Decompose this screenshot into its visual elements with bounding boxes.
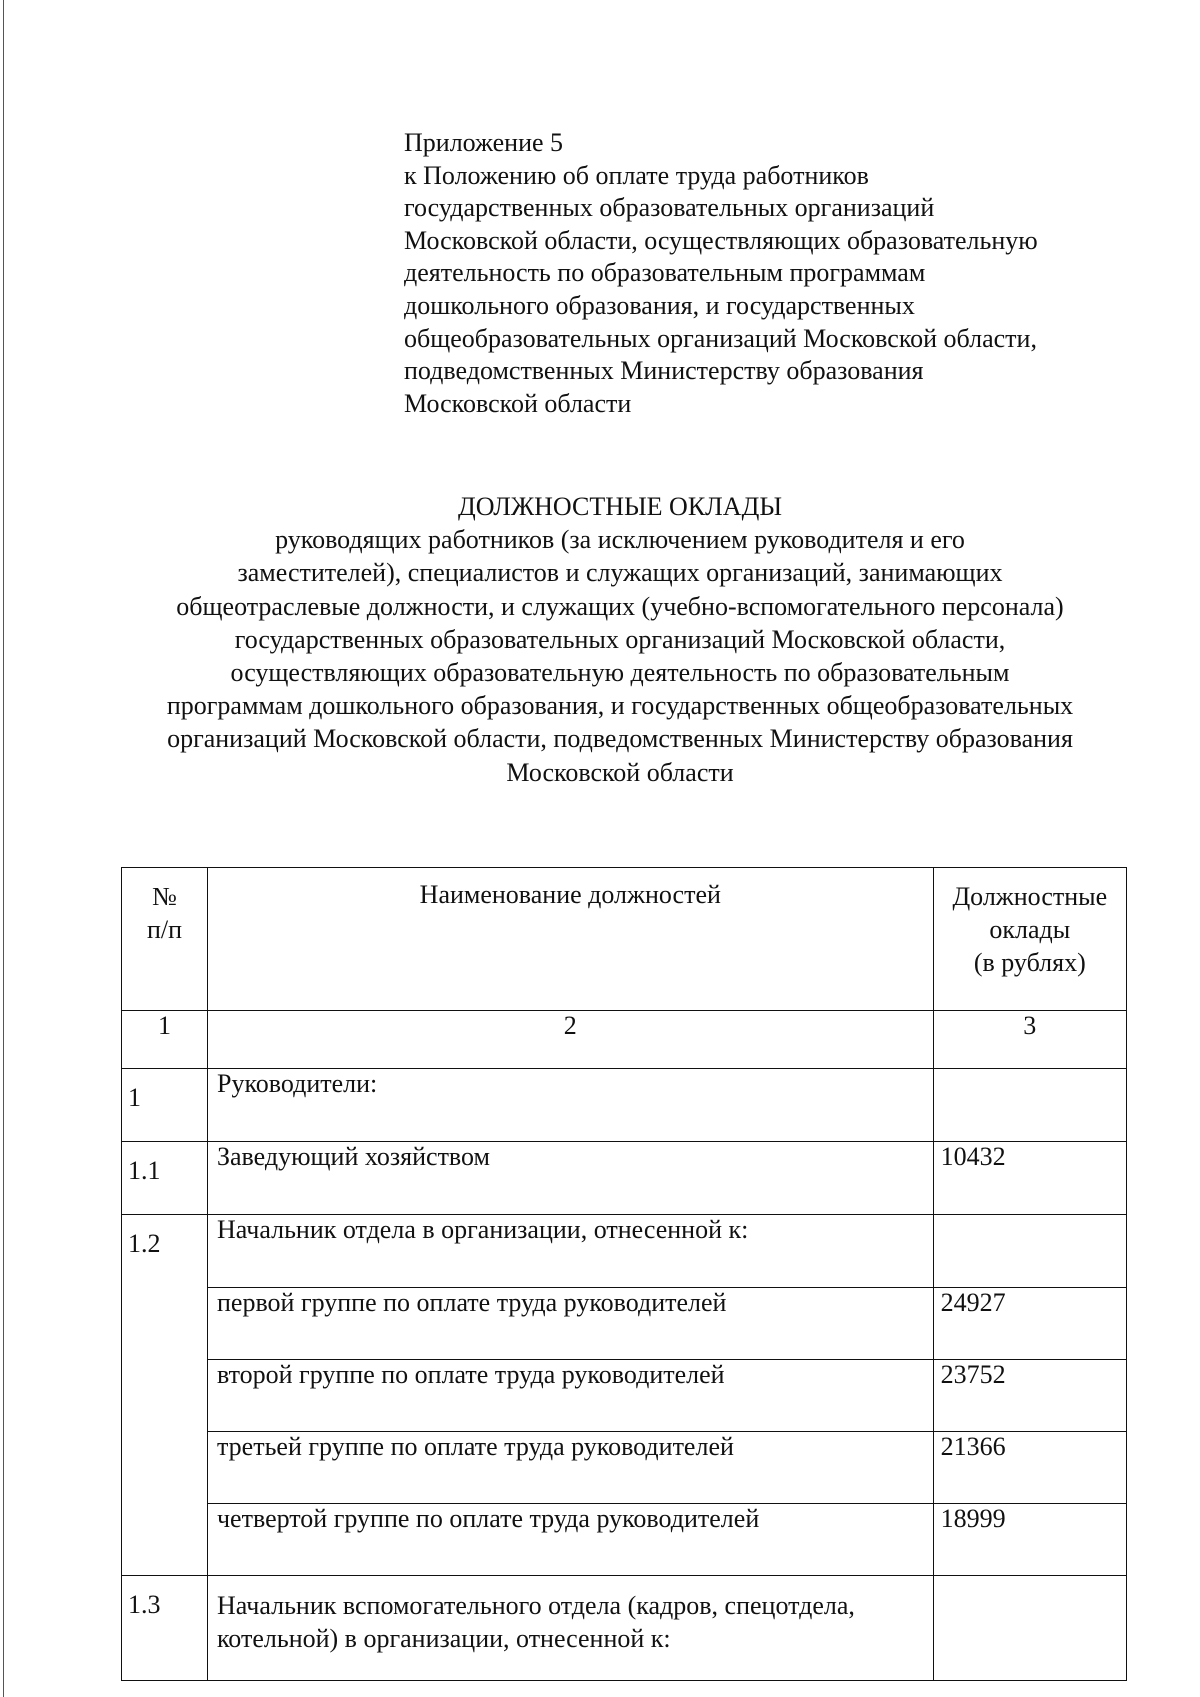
row-number: 1 xyxy=(122,1069,208,1142)
appendix-line: деятельность по образовательным программам xyxy=(404,258,926,288)
row-number: 1.2 xyxy=(122,1215,208,1288)
position-name-line: Начальник вспомогательного отдела (кадров, спецотдела, xyxy=(216,1591,855,1620)
position-name xyxy=(207,1576,933,1681)
row-number: 1.3 xyxy=(122,1576,208,1681)
position-name: первой группе по оплате труда руководителей xyxy=(207,1287,933,1359)
title-line: руководящих работников (за исключением руководителя и его xyxy=(275,525,965,555)
document-title xyxy=(100,490,1140,789)
column-number: 1 xyxy=(122,1011,208,1069)
title-heading: ДОЛЖНОСТНЫЕ ОКЛАДЫ xyxy=(457,492,782,521)
scan-edge-line xyxy=(3,0,4,1697)
title-line: Московской области xyxy=(506,757,734,787)
appendix-line: подведомственных Министерству образования xyxy=(404,356,924,386)
column-number-row xyxy=(122,1011,1127,1069)
salary-value: 18999 xyxy=(933,1503,1126,1576)
title-line: организаций Московской области, подведомственных Министерству образования xyxy=(167,724,1073,754)
salary-value: 23752 xyxy=(933,1359,1126,1431)
table-row xyxy=(122,1503,1127,1576)
position-name-line: котельной) в организации, отнесенной к: xyxy=(216,1624,671,1653)
column-number: 3 xyxy=(933,1011,1126,1069)
header-number-symbol: № xyxy=(152,882,177,911)
row-number xyxy=(122,1431,208,1503)
row-number xyxy=(122,1287,208,1359)
table-row xyxy=(122,1359,1127,1431)
row-number xyxy=(122,1503,208,1576)
title-line: программам дошкольного образования, и государственных общеобразовательных xyxy=(166,691,1074,721)
appendix-line: к Положению об оплате труда работников xyxy=(404,160,869,190)
salary-value: 24927 xyxy=(933,1287,1126,1359)
header-name-cell: Наименование должностей xyxy=(207,868,933,1011)
header-salary-line: Должностные xyxy=(952,882,1108,911)
title-line: заместителей), специалистов и служащих организаций, занимающих xyxy=(237,558,1003,588)
position-name: Начальник отдела в организации, отнесенной к: xyxy=(207,1215,933,1288)
table-row xyxy=(122,1576,1127,1681)
table-row xyxy=(122,1431,1127,1503)
header-salary-line: оклады xyxy=(989,915,1071,944)
appendix-line: дошкольного образования, и государственных xyxy=(404,290,915,320)
table-row xyxy=(122,1069,1127,1142)
header-number-cell xyxy=(122,868,208,1011)
header-salary-cell xyxy=(933,868,1126,1011)
header-salary-line: (в рублях) xyxy=(973,948,1086,977)
position-name: третьей группе по оплате труда руководителей xyxy=(207,1431,933,1503)
position-name: четвертой группе по оплате труда руководителей xyxy=(207,1503,933,1576)
title-line: государственных образовательных организаций Московской области, xyxy=(234,624,1006,654)
salary-table xyxy=(121,867,1127,1681)
appendix-reference xyxy=(404,127,1124,420)
table-row xyxy=(122,1142,1127,1215)
salary-value: 21366 xyxy=(933,1431,1126,1503)
salary-value xyxy=(933,1069,1126,1142)
table-row xyxy=(122,1215,1127,1288)
row-number xyxy=(122,1359,208,1431)
row-number: 1.1 xyxy=(122,1142,208,1215)
table-row xyxy=(122,1287,1127,1359)
position-name: Заведующий хозяйством xyxy=(207,1142,933,1215)
appendix-line: Приложение 5 xyxy=(404,128,564,157)
salary-value: 10432 xyxy=(933,1142,1126,1215)
table-header-row xyxy=(122,868,1127,1011)
appendix-line: Московской области xyxy=(404,388,632,418)
appendix-line: общеобразовательных организаций Московской области, xyxy=(404,323,1037,353)
column-number: 2 xyxy=(207,1011,933,1069)
appendix-line: Московской области, осуществляющих образовательную xyxy=(404,225,1038,255)
title-line: общеотраслевые должности, и служащих (учебно-вспомогательного персонала) xyxy=(176,591,1064,621)
position-name: Руководители: xyxy=(207,1069,933,1142)
appendix-line: государственных образовательных организаций xyxy=(404,193,935,223)
salary-value xyxy=(933,1576,1126,1681)
header-number-abbr: п/п xyxy=(146,915,183,944)
position-name: второй группе по оплате труда руководителей xyxy=(207,1359,933,1431)
salary-value xyxy=(933,1215,1126,1288)
title-line: осуществляющих образовательную деятельность по образовательным xyxy=(230,658,1010,688)
